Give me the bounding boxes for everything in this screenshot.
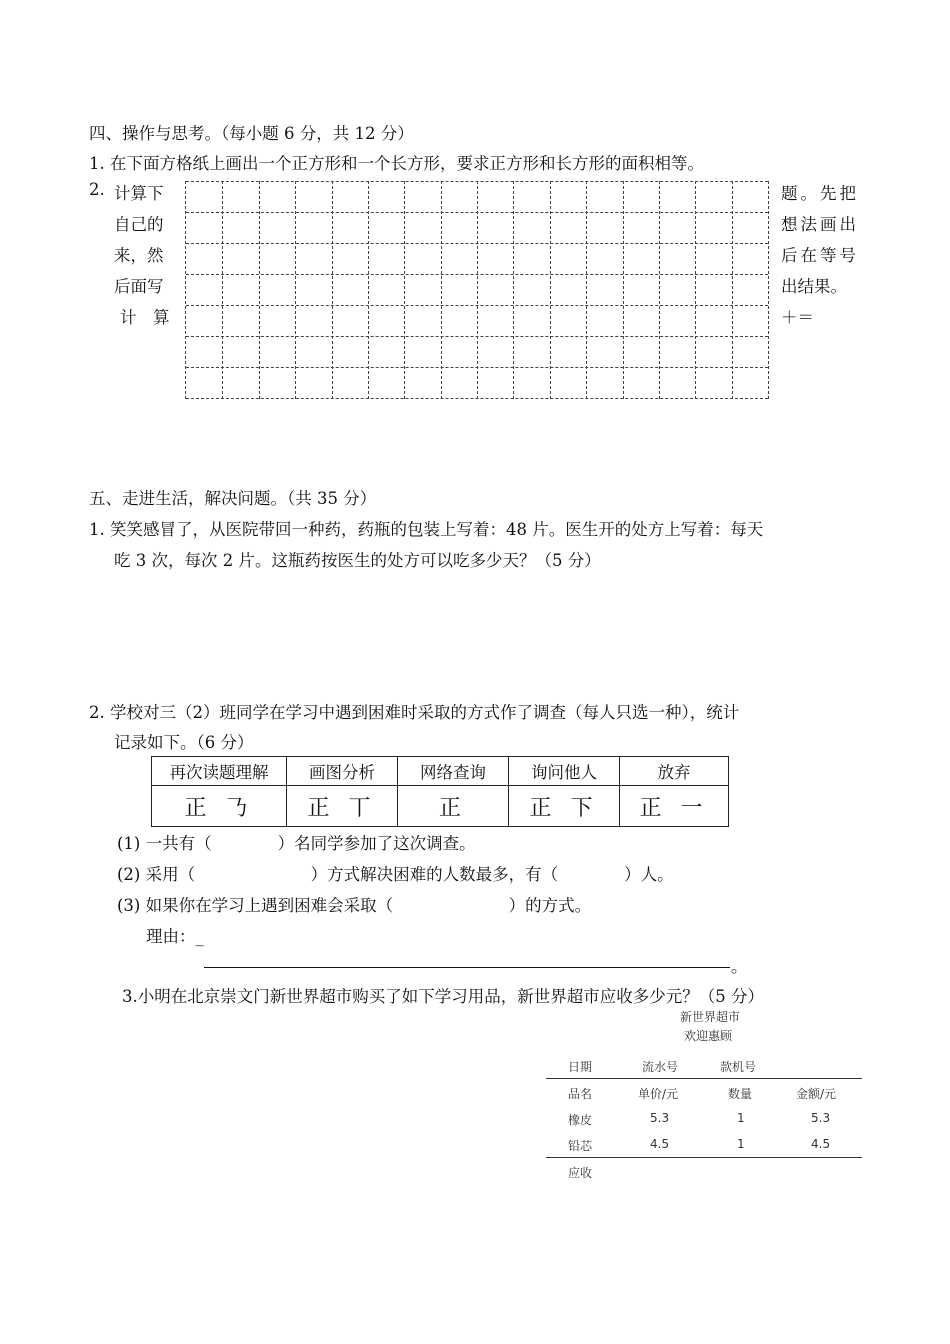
receipt-welcome: 欢迎惠顾 [683,1029,732,1043]
tally-marks: 正 丅 [307,795,377,821]
reason-label: 理由：_ [146,927,204,946]
reason-answer-line [204,967,730,968]
receipt-col-amount: 金额/元 [796,1087,837,1101]
survey-tally-cell [620,786,729,827]
tally-marks: 正 下 [529,795,599,821]
section5-q3: 3.小明在北京崇文门新世界超市购买了如下学习用品，新世界超市应收多少元？（5 分） [122,987,764,1006]
survey-header-cell: 再次读题理解 [152,757,287,786]
section4-title: 四、操作与思考。（每小题 6 分，共 12 分） [89,124,414,143]
receipt-item-name: 铅芯 [568,1139,593,1153]
survey-header-cell: 画图分析 [287,757,398,786]
q2-right-line4: 出结果。 [781,277,847,296]
tally-marks: 正 [438,795,467,821]
receipt-total-label: 应收 [568,1166,593,1180]
tally-marks: 正 𠄎 [184,795,254,821]
receipt-item-qty: 1 [737,1137,745,1151]
survey-subquestion-3: (3) 如果你在学习上遇到困难会采取（ ）的方式。 [117,896,592,915]
survey-tally-cell [152,786,287,827]
survey-tally-cell [398,786,509,827]
receipt-item-row [546,1131,862,1157]
receipt-item-qty: 1 [737,1111,745,1125]
supermarket-receipt [546,1008,862,1184]
survey-header-cell: 询问他人 [509,757,620,786]
receipt-col-price: 单价/元 [638,1087,679,1101]
survey-tally-cell [509,786,620,827]
receipt-item-row [546,1105,862,1131]
receipt-item-amount: 5.3 [811,1111,831,1125]
section4-q1: 1. 在下面方格纸上画出一个正方形和一个长方形，要求正方形和长方形的面积相等。 [89,154,704,173]
q2-left-line1: 计算下 [114,184,164,203]
survey-header-cell: 网络查询 [398,757,509,786]
q2-right-line5: ＋＝ [781,308,814,327]
receipt-meta-date: 日期 [568,1060,593,1074]
section5-q1-line1: 1. 笑笑感冒了，从医院带回一种药，药瓶的包装上写着：48 片。医生开的处方上写着：每天 [89,520,764,539]
section5-q2-line2: 记录如下。（6 分） [114,733,254,752]
section5-q2-line1: 2. 学校对三（2）班同学在学习中遇到困难时采取的方式作了调查（每人只选一种），统计 [89,703,740,722]
receipt-item-amount: 4.5 [811,1137,831,1151]
q2-right-line3: 后在等号 [781,246,859,265]
dashed-grid-paper [185,181,769,399]
q2-left-line5: 计 算 [120,308,170,327]
section5-q1-line2: 吃 3 次，每次 2 片。这瓶药按医生的处方可以吃多少天？（5 分） [114,551,601,570]
receipt-meta-register: 款机号 [720,1060,757,1074]
tally-marks: 正 一 [639,795,709,821]
receipt-col-qty: 数量 [728,1087,753,1101]
section4-q2-number: 2. [89,180,105,199]
q2-left-line3: 来，然 [114,246,164,265]
receipt-store-name: 新世界超市 [679,1010,740,1024]
section5-title: 五、走进生活，解决问题。（共 35 分） [89,489,377,508]
survey-header-cell: 放弃 [620,757,729,786]
survey-subquestion-2: (2) 采用（ ）方式解决困难的人数最多，有（ ）人。 [117,865,674,884]
q2-left-line2: 自己的 [114,215,164,234]
receipt-item-price: 4.5 [650,1137,670,1151]
survey-tally-table [151,756,729,827]
receipt-col-name: 品名 [568,1087,593,1101]
receipt-item-name: 橡皮 [568,1113,593,1127]
q2-left-line4: 后面写 [114,277,164,296]
receipt-item-price: 5.3 [650,1111,670,1125]
q2-right-line2: 想法画出 [781,215,859,234]
receipt-meta-serial: 流水号 [642,1060,679,1074]
q2-right-line1: 题。先把 [781,184,859,203]
survey-tally-cell [287,786,398,827]
reason-line-end: 。 [731,957,748,976]
survey-subquestion-1: (1) 一共有（ ）名同学参加了这次调查。 [117,834,476,853]
